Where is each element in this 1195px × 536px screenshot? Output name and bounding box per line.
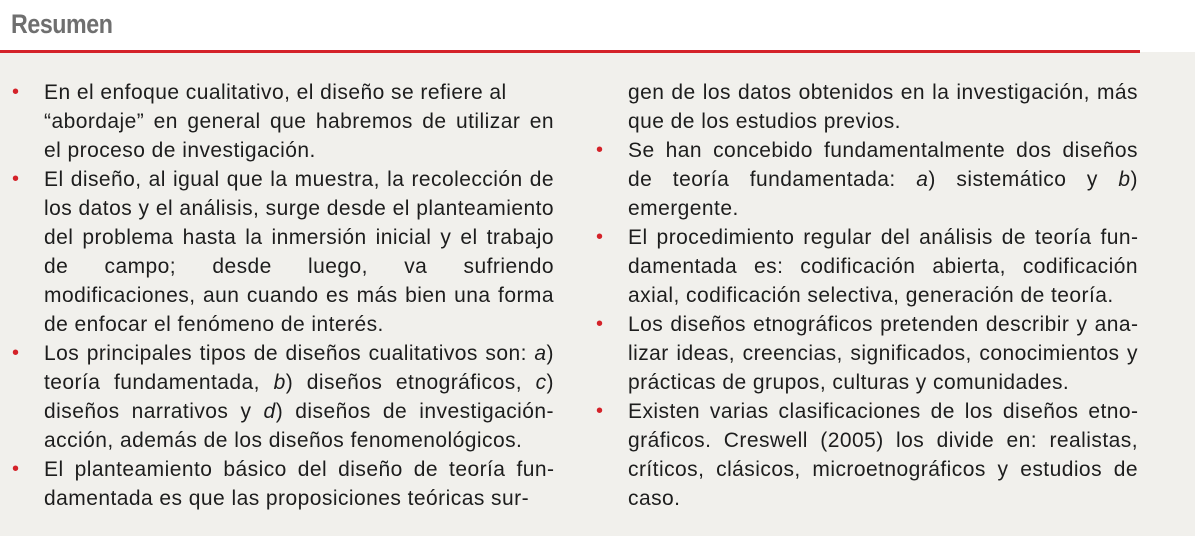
bullet-icon: • [596,313,604,335]
bullet-item: • El planteamiento básico del diseño de teoría fundamentada es que las proposiciones teóricas sur- [44,455,554,513]
section-title: Resumen [11,9,113,39]
bullet-item: • El procedimiento regular del análisis de teoría fundamentada es: codificación abierta, codificación axial, codificación selectiva, generación de teoría. [628,223,1138,310]
bullet-icon: • [12,81,20,103]
bullet-item: • Se han concebido fundamentalmente dos diseños de teoría fundamentada: a) sistemático y b) emergente. [628,136,1138,223]
title-rule [0,50,1140,53]
continued-text: gen de los datos obtenidos en la investigación, más que de los estudios previos. [628,81,1138,133]
summary-header [0,0,1195,52]
bullet-item: • Existen varias clasificaciones de los diseños etnográficos. Creswell (2005) los divide en: realistas, críticos, clásicos, microetnográficos y estudios de caso. [628,397,1138,513]
left-column [12,78,554,513]
bullet-icon: • [12,168,20,190]
bullet-item: • El diseño, al igual que la muestra, la recolección de los datos y el análisis, surge desde el planteamiento del problema hasta la inmersión inicial y el trabajo de campo; desde luego, va sufriendo modificaciones, aun cuando es más bien una forma de enfocar el fenómeno de interés. [44,165,554,339]
item-text: “abordaje” en general que habremos de utilizar en el proceso de investigación. [44,110,554,162]
bullet-icon: • [596,139,604,161]
bullet-icon: • [12,458,20,480]
bullet-icon: • [596,226,604,248]
bullet-icon: • [12,342,20,364]
bullet-item: • En el enfoque cualitativo, el diseño se refiere al “abordaje” en general que habremos de utilizar en el proceso de investigación. [44,78,554,165]
bullet-item: • Los principales tipos de diseños cualitativos son: a) teoría fundamentada, b) diseños etnográficos, c) diseños narrativos y d) diseños de investigación-acción, además de los diseños fenomenológicos. [44,339,554,455]
right-column [596,78,1138,513]
bullet-item: • Los diseños etnográficos pretenden describir y analizar ideas, creencias, significados, conocimientos y prácticas de grupos, culturas y comunidades. [628,310,1138,397]
bullet-icon: • [596,400,604,422]
